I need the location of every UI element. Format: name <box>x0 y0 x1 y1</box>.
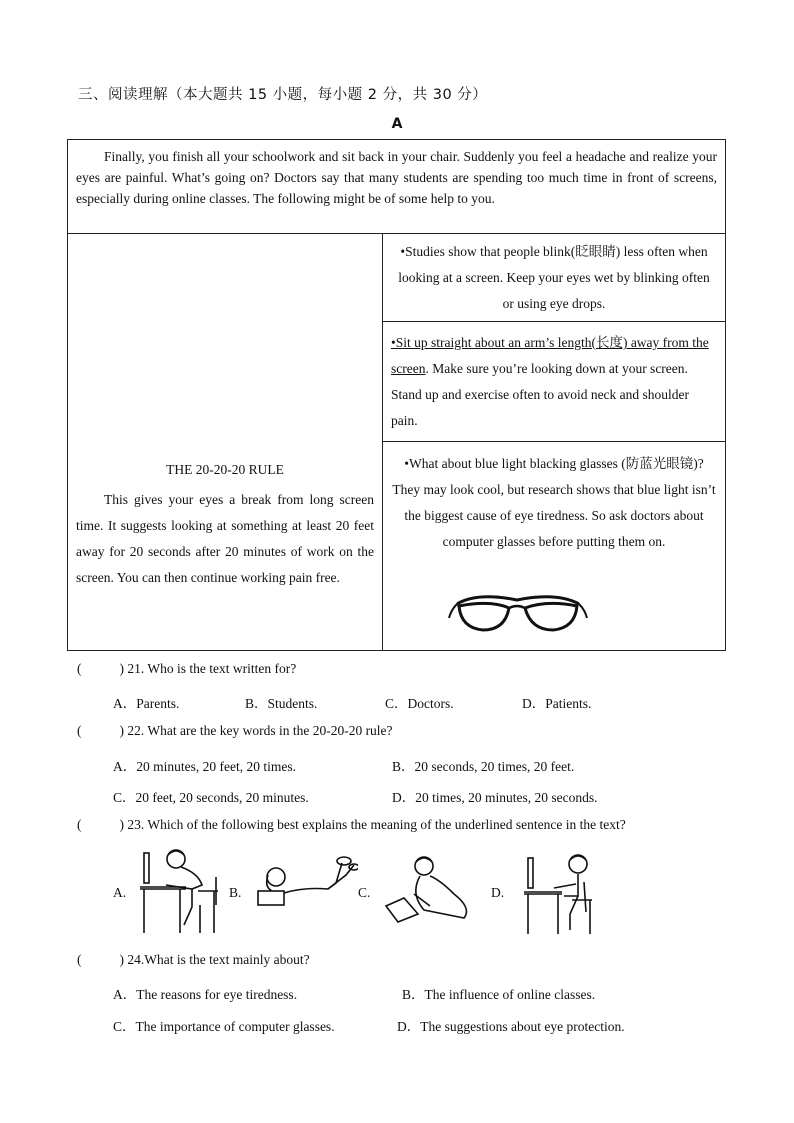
question-24 <box>77 952 310 968</box>
underlined-sentence: •Sit up straight about an arm’s length(长度) away from the screen <box>391 335 709 376</box>
q21-option-d[interactable]: D．Patients. <box>522 696 592 711</box>
answer-paren-close: ) <box>119 723 124 738</box>
q23-option-b[interactable]: B. <box>229 885 242 900</box>
passage-label: A <box>391 116 403 132</box>
picture-d-sitting-upright <box>520 850 600 936</box>
q24-option-b[interactable]: B．The influence of online classes. <box>402 987 596 1002</box>
rule-cell <box>68 234 383 651</box>
tip-posture-rest: . Make sure you’re looking down at your screen. Stand up and exercise often to avoid neck and shoulder pain. <box>391 361 690 428</box>
answer-paren-open: ( <box>77 952 82 967</box>
tip-blue-light: •What about blue light blacking glasses (防蓝光眼镜)? They may look cool, but research shows that blue light isn’t the biggest cause of eye tiredness. So ask doctors about computer glasses before putting them on. <box>392 456 716 549</box>
q23-option-a[interactable]: A. <box>113 885 127 900</box>
question-stem: 24.What is the text mainly about? <box>127 952 310 967</box>
passage-box <box>67 139 726 651</box>
question-stem: 23. Which of the following best explains the meaning of the underlined sentence in the text? <box>127 817 626 832</box>
question-stem: 21. Who is the text written for? <box>127 661 297 676</box>
question-stem: 22. What are the key words in the 20-20-20 rule? <box>127 723 393 738</box>
picture-a-hunched-at-desk <box>136 845 222 935</box>
q22-option-c[interactable]: C．20 feet, 20 seconds, 20 minutes. <box>113 790 309 805</box>
q24-option-a[interactable]: A．The reasons for eye tiredness. <box>113 987 298 1002</box>
q24-option-d[interactable]: D．The suggestions about eye protection. <box>397 1019 625 1034</box>
picture-b-lying-with-laptop <box>254 853 358 907</box>
answer-paren-open: ( <box>77 661 82 676</box>
rule-text: This gives your eyes a break from long screen time. It suggests looking at something at least 20 feet away for 20 seconds after 20 minutes of work on the screen. You can then continue working pain free. <box>76 492 374 585</box>
q23-option-d[interactable]: D. <box>491 885 505 900</box>
question-23 <box>77 817 626 833</box>
answer-paren-open: ( <box>77 817 82 832</box>
question-21 <box>77 661 296 677</box>
question-22 <box>77 723 393 739</box>
picture-c-sitting-on-floor <box>384 854 476 926</box>
q22-option-a[interactable]: A．20 minutes, 20 feet, 20 times. <box>113 759 296 774</box>
q21-option-b[interactable]: B．Students. <box>245 696 318 711</box>
q24-option-c[interactable]: C．The importance of computer glasses. <box>113 1019 335 1034</box>
q22-option-b[interactable]: B．20 seconds, 20 times, 20 feet. <box>392 759 575 774</box>
answer-paren-open: ( <box>77 723 82 738</box>
tip-blinking: •Studies show that people blink(眨眼睛) less often when looking at a screen. Keep your eyes wet by blinking often or using eye drops. <box>383 234 725 322</box>
section-title: 三、阅读理解（本大题共 15 小题，每小题 2 分，共 30 分） <box>78 87 488 103</box>
glasses-illustration <box>447 590 589 636</box>
q22-option-d[interactable]: D．20 times, 20 minutes, 20 seconds. <box>392 790 598 805</box>
answer-paren-close: ) <box>119 817 124 832</box>
answer-paren-close: ) <box>119 952 124 967</box>
q23-option-c[interactable]: C. <box>358 885 371 900</box>
rule-title: THE 20-20-20 RULE <box>166 462 284 477</box>
answer-paren-close: ) <box>119 661 124 676</box>
q21-option-a[interactable]: A．Parents. <box>113 696 180 711</box>
tip-posture <box>383 322 725 442</box>
passage-intro: Finally, you finish all your schoolwork and sit back in your chair. Suddenly you feel a headache and realize your eyes are painful. What’s going on? Doctors say that many students are spending too much time in front of screens, especially during online classes. The following might be of some help to you. <box>68 140 725 234</box>
q21-option-c[interactable]: C．Doctors. <box>385 696 454 711</box>
